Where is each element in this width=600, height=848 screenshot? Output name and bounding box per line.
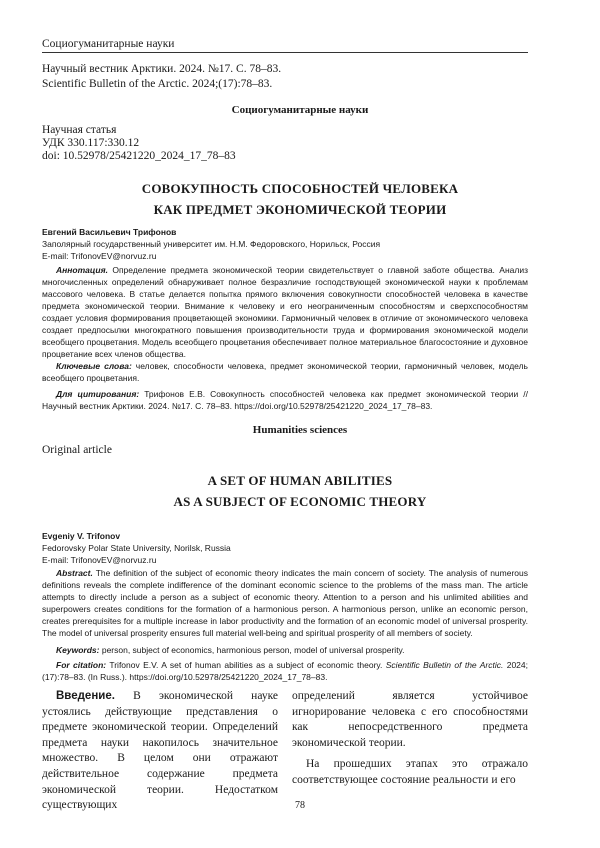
keywords-ru-text: человек, способности человека, предмет экономической теории, гармоничный человек, модель всеобщего процветания. [42, 361, 528, 383]
author-affiliation-en: Fedorovsky Polar State University, Norilsk, Russia [42, 543, 231, 553]
body-col2-paragraph-2: На прошедших этапах это отражало соответствующее состояние реальности и его [292, 758, 528, 786]
intro-paragraph [42, 689, 278, 814]
title-ru-line-2: КАК ПРЕДМЕТ ЭКОНОМИЧЕСКОЙ ТЕОРИИ [153, 202, 447, 217]
author-name-ru: Евгений Васильевич Трифонов [42, 227, 177, 237]
author-affiliation-ru: Заполярный государственный университет им. Н.М. Федоровского, Норильск, Россия [42, 239, 381, 249]
keywords-en-label: Keywords: [56, 645, 100, 655]
article-type-en: Original article [42, 444, 112, 456]
keywords-en-text: person, subject of economics, harmonious person, model of universal prosperity. [101, 645, 405, 655]
page-number: 78 [295, 800, 305, 811]
running-header: Социогуманитарные науки [42, 38, 175, 50]
abstract-ru [42, 264, 528, 360]
body-column-2 [292, 689, 528, 789]
article-type-ru: Научная статья [42, 124, 117, 136]
title-en-line-1: A SET OF HUMAN ABILITIES [207, 473, 393, 488]
article-title-en [0, 470, 600, 512]
author-email-en: E-mail: TrifonovEV@norvuz.ru [42, 555, 157, 565]
keywords-ru-label: Ключевые слова: [56, 361, 132, 371]
udc-code: УДК 330.117:330.12 [42, 137, 140, 149]
abstract-ru-label: Аннотация. [56, 265, 108, 275]
abstract-en [42, 567, 528, 639]
body-column-1 [42, 689, 278, 814]
title-en-line-2: AS A SUBJECT OF ECONOMIC THEORY [173, 494, 427, 509]
intro-text: В экономической науке устоялись действующие представления о предмете экономической теории. Определений предмета науки накопилось значительное множество. В целом они отражают действительное содержание предмета экономической теории. Недостатком существующих [42, 690, 279, 812]
abstract-ru-text: Определение предмета экономической теории свидетельствует о главной заботе общества. Анализ многочисленных определений обнаруживает полное безразличие господствующей экономической науки к проблемам массового человека. В статье делается попытка прямого включения совокупности способностей человека в качестве предмета экономической теории. Внимание к человеку и его неограниченным способностям и сверхспособностям создает условия формирования процветающей экономики. Гармоничный человек в отличие от экономического человека создает предпосылки многократного повышения производительности труда и формирования экономической модели всеобщего процветания. Модель всеобщего процветания обеспечивает полное материальное благосостояние и духовное процветание всех членов общества. [42, 265, 528, 359]
intro-label: Введение. [56, 690, 115, 702]
abstract-en-label: Abstract. [56, 568, 93, 578]
author-block-ru [42, 226, 380, 262]
author-email-ru: E-mail: TrifonovEV@norvuz.ru [42, 251, 157, 261]
for-citation-ru [42, 388, 528, 412]
keywords-ru [42, 360, 528, 384]
section-heading-ru: Социогуманитарные науки [231, 104, 369, 116]
for-citation-ru-text: Трифонов Е.В. Совокупность способностей человека как предмет экономической теории // Научный вестник Арктики. 2024. №17. С. 78–83. https://doi.org/10.52978/25421220_2024_17_78–83. [42, 389, 529, 411]
for-citation-en-text-a: Trifonov E.V. A set of human abilities as a subject of economic theory. [109, 660, 383, 670]
citation-en: Scientific Bulletin of the Arctic. 2024;(17):78–83. [42, 78, 273, 90]
doi: doi: 10.52978/25421220_2024_17_78–83 [42, 150, 236, 162]
for-citation-en-text-b: 2024;(17):78–83. (In Russ.). https://doi.org/10.52978/25421220_2024_17_78–83. [42, 660, 528, 682]
title-ru-line-1: СОВОКУПНОСТЬ СПОСОБНОСТЕЙ ЧЕЛОВЕКА [141, 181, 459, 196]
header-rule [42, 52, 528, 53]
for-citation-en [42, 659, 528, 683]
for-citation-en-label: For citation: [56, 660, 107, 670]
body-col2-paragraph-1: определений является устойчивое игнорирование человека с его способностями как непосредственного предмета экономической теории. [292, 690, 528, 749]
author-block-en [42, 530, 231, 566]
for-citation-ru-label: Для цитирования: [56, 389, 140, 399]
citation-ru: Научный вестник Арктики. 2024. №17. С. 78–83. [42, 63, 282, 75]
abstract-en-text: The definition of the subject of economic theory indicates the main concern of society. The analysis of numerous definitions reveals the complete indifference of the dominant economic science to the problems of the mass man. The article attempts to directly include a person as a subject of economic theory. Attention to a person and his unlimited abilities and superpowers creates conditions for the formation of a harmonious person. A harmonious person, unlike an economic person, creates prerequisites for a multiple increase in labor productivity and the formation of an economic model of universal prosperity. The model of universal prosperity ensures full material well-being and spiritual prosperity of all members of society. [42, 568, 528, 638]
keywords-en [42, 644, 528, 656]
article-title-ru [0, 178, 600, 220]
for-citation-en-journal: Scientific Bulletin of the Arctic. [385, 660, 504, 670]
section-heading-en: Humanities sciences [252, 424, 348, 436]
author-name-en: Evgeniy V. Trifonov [42, 531, 121, 541]
